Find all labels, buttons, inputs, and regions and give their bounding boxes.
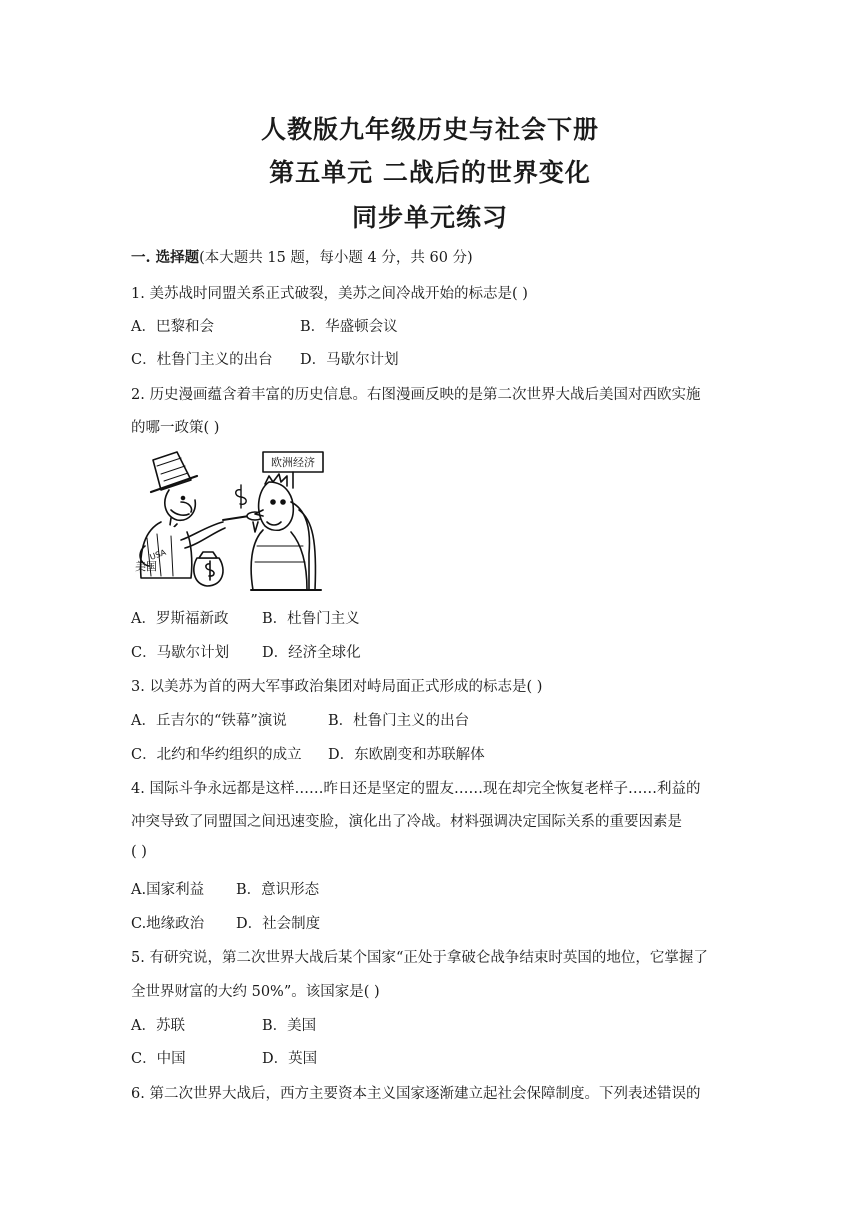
question-4-option-d: D．社会制度 [236,916,321,932]
question-3-option-d: D．东欧剧变和苏联解体 [328,747,485,763]
question-2-option-a: A．罗斯福新政 [131,611,229,627]
question-2-option-c: C．马歇尔计划 [131,645,230,661]
question-2-option-b: B．杜鲁门主义 [262,611,360,627]
question-4-option-a: A.国家利益 [131,882,205,898]
document-title: 人教版九年级历史与社会下册 [260,115,599,144]
question-6-stem: 6. 第二次世界大战后，西方主要资本主义国家逐渐建立起社会保障制度。下列表述错误的 [131,1086,701,1102]
question-5-option-b: B．美国 [262,1018,317,1034]
cartoon-sign-text: 欧洲经济 [271,456,315,469]
question-5-option-c: C．中国 [131,1051,186,1067]
marshall-plan-cartoon-icon [131,450,331,598]
question-1-option-a: A．巴黎和会 [131,319,214,335]
exercise-title: 同步单元练习 [351,203,508,232]
section-label: 一. 选择题 [131,249,200,266]
question-3-option-a: A．丘吉尔的“铁幕”演说 [131,713,287,729]
question-3-option-b: B．杜鲁门主义的出台 [328,713,470,729]
question-1-option-c: C．杜鲁门主义的出台 [131,352,273,368]
question-3-stem: 3. 以美苏为首的两大军事政治集团对峙局面正式形成的标志是( ) [131,679,543,695]
question-5-option-a: A．苏联 [131,1018,185,1034]
question-5-stem-line-1: 5. 有研究说，第二次世界大战后某个国家“正处于拿破仑战争结束时英国的地位，它掌握了 [131,950,708,966]
question-4-option-b: B．意识形态 [236,882,320,898]
question-4-stem-line-3: ( ) [131,844,147,860]
question-5-stem-line-2: 全世界财富的大约 50%”。该国家是( ) [131,984,380,1000]
question-4-option-c: C.地缘政治 [131,916,205,932]
question-1-option-b: B．华盛顿会议 [300,319,398,335]
cartoon-usa-label: 美国 [135,560,157,573]
question-4-stem-line-1: 4. 国际斗争永远都是这样……昨日还是坚定的盟友……现在却完全恢复老样子……利益的 [131,781,701,797]
question-5-option-d: D．英国 [262,1051,318,1067]
section-heading [131,246,473,267]
question-3-option-c: C．北约和华约组织的成立 [131,747,302,763]
unit-title: 第五单元 二战后的世界变化 [269,158,591,187]
question-1-stem: 1. 美苏战时同盟关系正式破裂，美苏之间冷战开始的标志是( ) [131,286,528,302]
question-2-stem-line-1: 2. 历史漫画蕴含着丰富的历史信息。右图漫画反映的是第二次世界大战后美国对西欧实施 [131,387,701,403]
cartoon-bag-text: USA [148,547,168,562]
question-4-stem-line-2: 冲突导致了同盟国之间迅速变脸，演化出了冷战。材料强调决定国际关系的重要因素是 [131,814,682,830]
section-note: (本大题共 15 题，每小题 4 分，共 60 分) [199,250,473,266]
question-1-option-d: D．马歇尔计划 [300,352,399,368]
question-2-stem-line-2: 的哪一政策( ) [131,420,220,436]
question-2-option-d: D．经济全球化 [262,645,361,661]
